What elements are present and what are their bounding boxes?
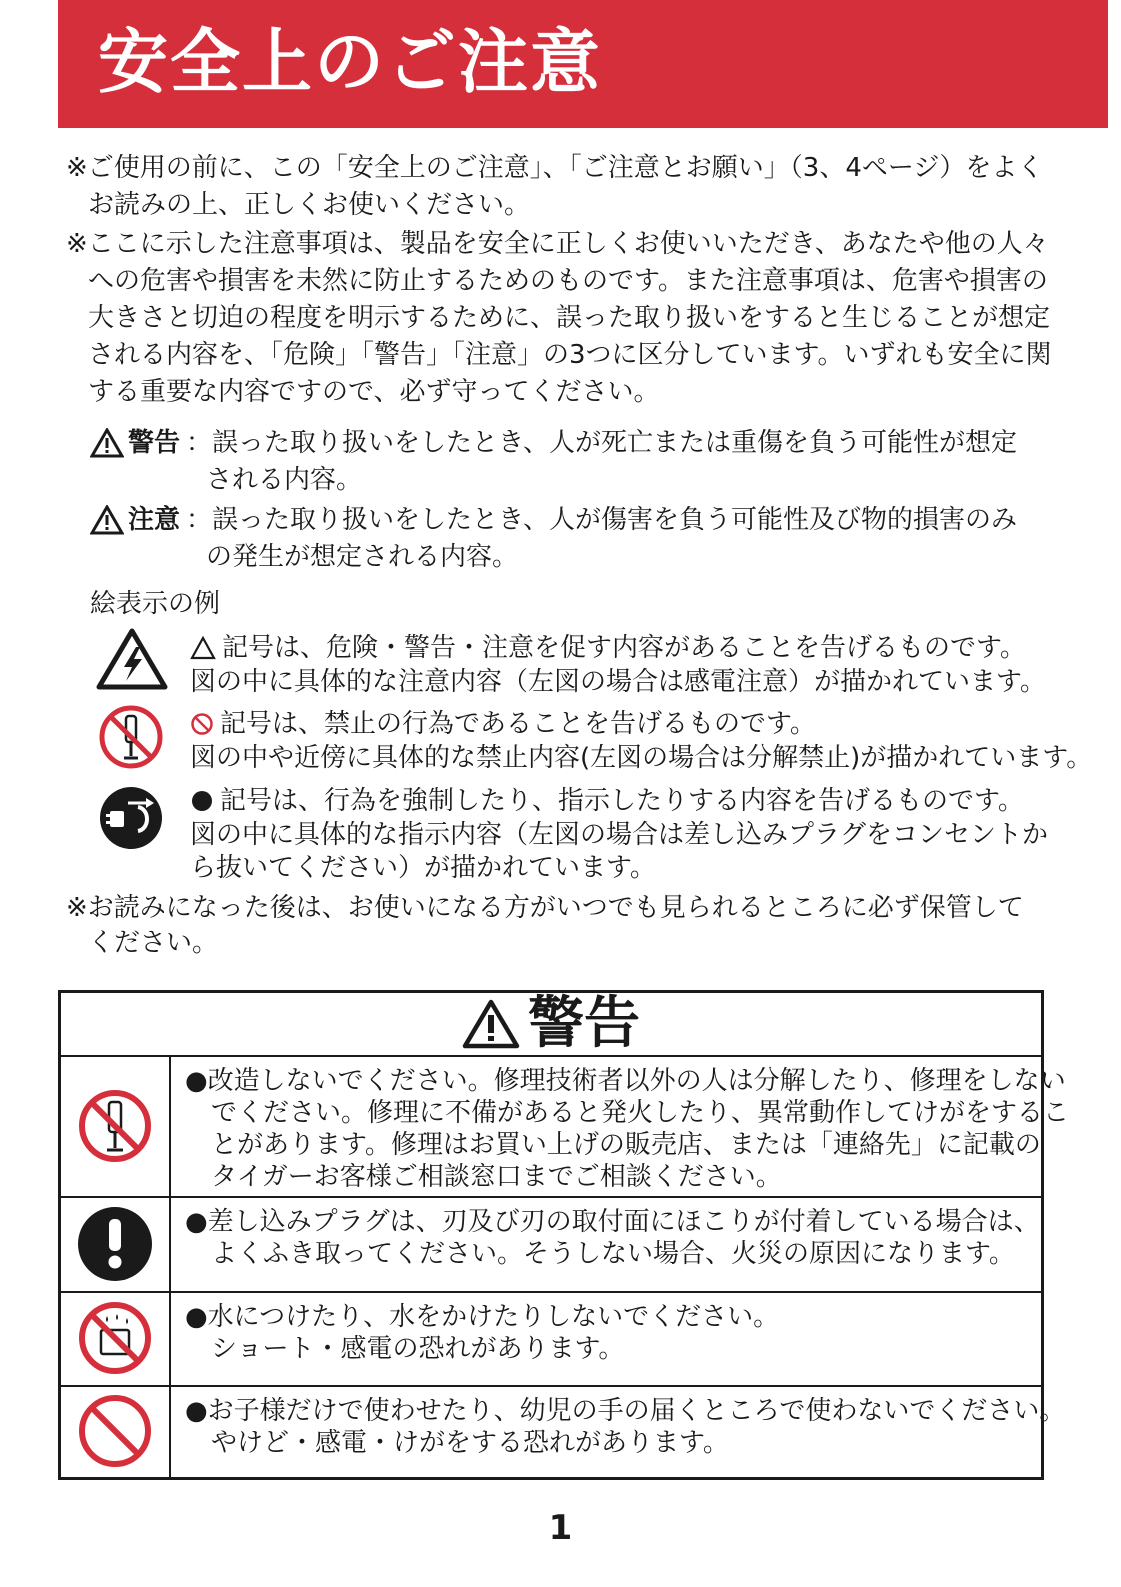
warning-table-header [61, 993, 1041, 1057]
warning-row [61, 1055, 1070, 1198]
warning-row-line: でください。修理に不備があると発火したり、異常動作してけがをするこ [185, 1098, 1070, 1128]
warning-row-line: ●差し込みプラグは、刃及び刃の取付面にほこりが付着している場合は、 [185, 1207, 1040, 1237]
warning-row-line: ショート・感電の恐れがあります。 [185, 1334, 625, 1364]
intro-line: への危害や損害を未然に防止するためのものです。また注意事項は、危害や損害の [88, 266, 1048, 296]
warning-row [61, 1385, 1066, 1477]
intro-line: お読みの上、正しくお使いください。 [88, 190, 531, 220]
warning-triangle-icon [90, 428, 124, 458]
intro-line: ※ご使用の前に、この「安全上のご注意」、「ご注意とお願い」（3、4ページ）をよく [66, 153, 1044, 183]
no-disassembly-icon [98, 704, 164, 770]
example-line: 図の中に具体的な指示内容（左図の場合は差し込みプラグをコンセントか [190, 820, 1049, 850]
electric-shock-warning-icon [96, 627, 168, 691]
warning-triangle-icon [90, 505, 124, 535]
storage-note-line: ください。 [88, 928, 219, 958]
warning-row-line: よくふき取ってください。そうしない場合、火災の原因になります。 [185, 1239, 1015, 1269]
warning-row-line: タイガーお客様ご相談窓口までご相談ください。 [185, 1162, 782, 1192]
example-line: 記号は、危険・警告・注意を促す内容があることを告げるものです。 [222, 633, 1026, 663]
mandatory-exclamation-icon [76, 1205, 154, 1283]
definition-term: 警告 [128, 428, 181, 458]
warning-row [61, 1291, 1041, 1387]
no-water-icon [77, 1300, 153, 1376]
example-line: 記号は、行為を強制したり、指示したりする内容を告げるものです。 [220, 786, 1024, 816]
warning-table [58, 990, 1070, 1480]
warning-row-line: やけど・感電・けがをする恐れがあります。 [185, 1428, 729, 1458]
intro-line: 大きさと切迫の程度を明示するために、誤った取り扱いをすると生じることが想定 [88, 303, 1051, 333]
intro-line: される内容を、「危険」「警告」「注意」の3つに区分しています。いずれも安全に関 [88, 340, 1052, 370]
warning-row [61, 1196, 1041, 1293]
storage-note-line: ※お読みになった後は、お使いになる方がいつでも見られるところに必ず保管して [66, 893, 1024, 923]
filled-circle-symbol-icon [190, 789, 214, 813]
no-disassembly-icon [77, 1088, 153, 1164]
definition-line: ：誤った取り扱いをしたとき、人が死亡または重傷を負う可能性が想定 [186, 428, 1017, 458]
triangle-symbol-icon [190, 636, 216, 660]
examples-heading: 絵表示の例 [90, 589, 221, 619]
warning-row-line: ●改造しないでください。修理技術者以外の人は分解したり、修理をしない [185, 1066, 1066, 1096]
example-line: 図の中や近傍に具体的な禁止内容(左図の場合は分解禁止)が描かれています。 [190, 743, 1093, 773]
definition-term: 注意 [128, 505, 181, 535]
warning-row-line: ●水につけたり、水をかけたりしないでください。 [185, 1302, 780, 1332]
example-line: ら抜いてください）が描かれています。 [190, 853, 656, 883]
example-line: 記号は、禁止の行為であることを告げるものです。 [220, 709, 816, 739]
definition-line: される内容。 [206, 465, 363, 495]
intro-line: する重要な内容ですので、必ず守ってください。 [88, 377, 660, 407]
warning-triangle-icon [462, 999, 520, 1049]
warning-row-line: ●お子様だけで使わせたり、幼児の手の届くところで使わないでください。 [185, 1396, 1066, 1426]
page-title: 安全上のご注意 [98, 21, 602, 103]
warning-row-line: とがあります。修理はお買い上げの販売店、または「連絡先」に記載の [185, 1130, 1041, 1160]
prohibition-symbol-icon [190, 712, 214, 736]
definition-line: の発生が想定される内容。 [206, 542, 519, 572]
intro-line: ※ここに示した注意事項は、製品を安全に正しくお使いいただき、あなたや他の人々 [66, 229, 1049, 259]
prohibition-icon [77, 1393, 153, 1469]
warning-table-title: 警告 [528, 991, 640, 1056]
definition-line: ：誤った取り扱いをしたとき、人が傷害を負う可能性及び物的損害のみ [186, 505, 1017, 535]
unplug-instruction-icon [98, 785, 164, 851]
example-line: 図の中に具体的な注意内容（左図の場合は感電注意）が描かれています。 [190, 667, 1046, 697]
header-banner [58, 0, 1108, 128]
page-number: 1 [548, 1508, 573, 1548]
